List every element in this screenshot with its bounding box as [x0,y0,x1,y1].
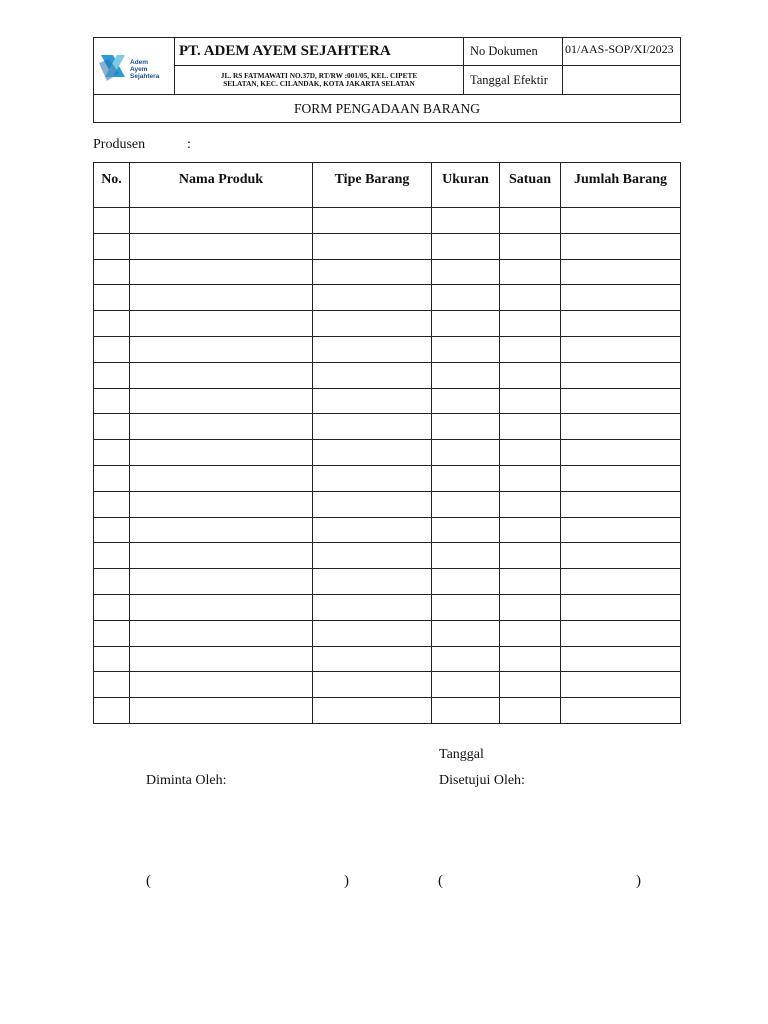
table-row [94,672,681,698]
cell-item-type[interactable] [313,569,432,595]
address-line-2: SELATAN, KEC. CILANDAK, KOTA JAKARTA SELATAN [223,79,415,88]
produsen-label: Produsen [93,137,146,152]
document-header [93,37,681,123]
cell-product-name[interactable] [130,543,313,569]
cell-item-type[interactable] [313,362,432,388]
table-row [94,440,681,466]
table-row [94,491,681,517]
table-row [94,259,681,285]
cell-unit[interactable] [500,440,561,466]
table-row [94,569,681,595]
col-header-product-name: Nama Produk [130,163,313,208]
cell-quantity[interactable] [561,646,681,672]
cell-item-type[interactable] [313,672,432,698]
cell-quantity[interactable] [561,285,681,311]
cell-no[interactable] [94,543,130,569]
cell-item-type[interactable] [313,698,432,724]
item-table [93,162,681,724]
cell-unit[interactable] [500,414,561,440]
cell-product-name[interactable] [130,491,313,517]
cell-product-name[interactable] [130,594,313,620]
cell-quantity[interactable] [561,465,681,491]
cell-item-type[interactable] [313,233,432,259]
cell-item-type[interactable] [313,620,432,646]
cell-size[interactable] [432,388,500,414]
cell-no[interactable] [94,698,130,724]
table-row [94,208,681,234]
cell-product-name[interactable] [130,388,313,414]
table-row [94,233,681,259]
logo-text-2: Ayem [130,66,148,73]
table-header-row [94,163,681,208]
requested-by-label: Diminta Oleh: [146,773,227,788]
effective-date-label: Tanggal Efektir [464,66,563,95]
cell-no[interactable] [94,388,130,414]
approved-by-label: Disetujui Oleh: [439,773,525,788]
cell-product-name[interactable] [130,336,313,362]
cell-quantity[interactable] [561,569,681,595]
table-row [94,543,681,569]
col-header-quantity: Jumlah Barang [561,163,681,208]
cell-unit[interactable] [500,569,561,595]
cell-unit[interactable] [500,362,561,388]
cell-size[interactable] [432,543,500,569]
table-row [94,465,681,491]
cell-unit[interactable] [500,646,561,672]
cell-item-type[interactable] [313,208,432,234]
cell-size[interactable] [432,362,500,388]
cell-size[interactable] [432,259,500,285]
cell-size[interactable] [432,491,500,517]
table-row [94,594,681,620]
table-row [94,362,681,388]
col-header-unit: Satuan [500,163,561,208]
cell-no[interactable] [94,569,130,595]
date-label: Tanggal [439,747,484,762]
effective-date-value[interactable] [563,66,681,95]
cell-unit[interactable] [500,259,561,285]
cell-unit[interactable] [500,672,561,698]
cell-product-name[interactable] [130,440,313,466]
cell-item-type[interactable] [313,646,432,672]
company-name: PT. ADEM AYEM SEJAHTERA [175,38,464,66]
cell-product-name[interactable] [130,208,313,234]
table-row [94,517,681,543]
cell-product-name[interactable] [130,362,313,388]
col-header-item-type: Tipe Barang [313,163,432,208]
table-row [94,311,681,337]
cell-quantity[interactable] [561,362,681,388]
cell-no[interactable] [94,311,130,337]
cell-no[interactable] [94,465,130,491]
cell-product-name[interactable] [130,698,313,724]
cell-size[interactable] [432,233,500,259]
requested-by-signature-field[interactable] [156,873,342,891]
cell-unit[interactable] [500,465,561,491]
cell-size[interactable] [432,620,500,646]
cell-no[interactable] [94,672,130,698]
cell-quantity[interactable] [561,208,681,234]
produsen-colon: : [187,137,191,152]
cell-unit[interactable] [500,388,561,414]
cell-size[interactable] [432,517,500,543]
cell-no[interactable] [94,259,130,285]
table-row [94,620,681,646]
form-title: FORM PENGADAAN BARANG [94,95,681,123]
approved-by-close-paren: ) [636,873,641,889]
cell-product-name[interactable] [130,672,313,698]
cell-size[interactable] [432,672,500,698]
cell-size[interactable] [432,285,500,311]
cell-unit[interactable] [500,311,561,337]
cell-quantity[interactable] [561,517,681,543]
cell-no[interactable] [94,414,130,440]
cell-no[interactable] [94,285,130,311]
cell-quantity[interactable] [561,594,681,620]
cell-no[interactable] [94,646,130,672]
cell-quantity[interactable] [561,311,681,337]
cell-size[interactable] [432,208,500,234]
cell-no[interactable] [94,208,130,234]
table-row [94,285,681,311]
cell-quantity[interactable] [561,388,681,414]
approved-by-signature-field[interactable] [448,873,634,891]
cell-unit[interactable] [500,233,561,259]
cell-unit[interactable] [500,517,561,543]
cell-size[interactable] [432,646,500,672]
cell-no[interactable] [94,336,130,362]
cell-item-type[interactable] [313,414,432,440]
cell-quantity[interactable] [561,440,681,466]
cell-item-type[interactable] [313,259,432,285]
cell-quantity[interactable] [561,698,681,724]
adem-ayem-logo-icon [95,39,173,93]
cell-quantity[interactable] [561,672,681,698]
logo-text-3: Sejahtera [130,73,160,80]
table-body [94,208,681,724]
address-line-1: JL. RS FATMAWATI NO.37D, RT/RW :001/05, KEL. CIPETE [220,71,418,80]
cell-size[interactable] [432,440,500,466]
cell-no[interactable] [94,491,130,517]
company-address [175,66,464,95]
cell-product-name[interactable] [130,569,313,595]
table-row [94,646,681,672]
doc-no-label: No Dokumen [464,38,563,66]
cell-item-type[interactable] [313,311,432,337]
cell-size[interactable] [432,698,500,724]
cell-quantity[interactable] [561,336,681,362]
requested-by-open-paren: ( [146,873,151,889]
cell-no[interactable] [94,440,130,466]
doc-no-value: 01/AAS-SOP/XI/2023 [563,38,681,66]
cell-size[interactable] [432,594,500,620]
cell-size[interactable] [432,569,500,595]
cell-item-type[interactable] [313,517,432,543]
cell-size[interactable] [432,311,500,337]
cell-product-name[interactable] [130,285,313,311]
cell-quantity[interactable] [561,414,681,440]
cell-no[interactable] [94,594,130,620]
cell-item-type[interactable] [313,543,432,569]
cell-no[interactable] [94,362,130,388]
cell-quantity[interactable] [561,491,681,517]
cell-size[interactable] [432,336,500,362]
logo-text-1: Adem [130,59,149,66]
table-row [94,698,681,724]
cell-item-type[interactable] [313,594,432,620]
cell-size[interactable] [432,465,500,491]
cell-product-name[interactable] [130,465,313,491]
col-header-no: No. [94,163,130,208]
cell-product-name[interactable] [130,259,313,285]
requested-by-close-paren: ) [344,873,349,889]
cell-item-type[interactable] [313,465,432,491]
table-row [94,414,681,440]
cell-item-type[interactable] [313,285,432,311]
cell-quantity[interactable] [561,543,681,569]
cell-unit[interactable] [500,698,561,724]
cell-unit[interactable] [500,336,561,362]
cell-unit[interactable] [500,491,561,517]
cell-item-type[interactable] [313,440,432,466]
cell-product-name[interactable] [130,517,313,543]
cell-quantity[interactable] [561,233,681,259]
cell-no[interactable] [94,620,130,646]
cell-product-name[interactable] [130,646,313,672]
cell-product-name[interactable] [130,311,313,337]
table-row [94,336,681,362]
cell-unit[interactable] [500,620,561,646]
cell-unit[interactable] [500,285,561,311]
table-row [94,388,681,414]
cell-item-type[interactable] [313,491,432,517]
cell-quantity[interactable] [561,259,681,285]
cell-no[interactable] [94,233,130,259]
cell-item-type[interactable] [313,388,432,414]
cell-no[interactable] [94,517,130,543]
cell-size[interactable] [432,414,500,440]
cell-product-name[interactable] [130,233,313,259]
cell-item-type[interactable] [313,336,432,362]
cell-product-name[interactable] [130,414,313,440]
cell-unit[interactable] [500,543,561,569]
cell-unit[interactable] [500,594,561,620]
cell-product-name[interactable] [130,620,313,646]
logo-cell [94,38,175,95]
cell-unit[interactable] [500,208,561,234]
cell-quantity[interactable] [561,620,681,646]
approved-by-open-paren: ( [438,873,443,889]
col-header-size: Ukuran [432,163,500,208]
